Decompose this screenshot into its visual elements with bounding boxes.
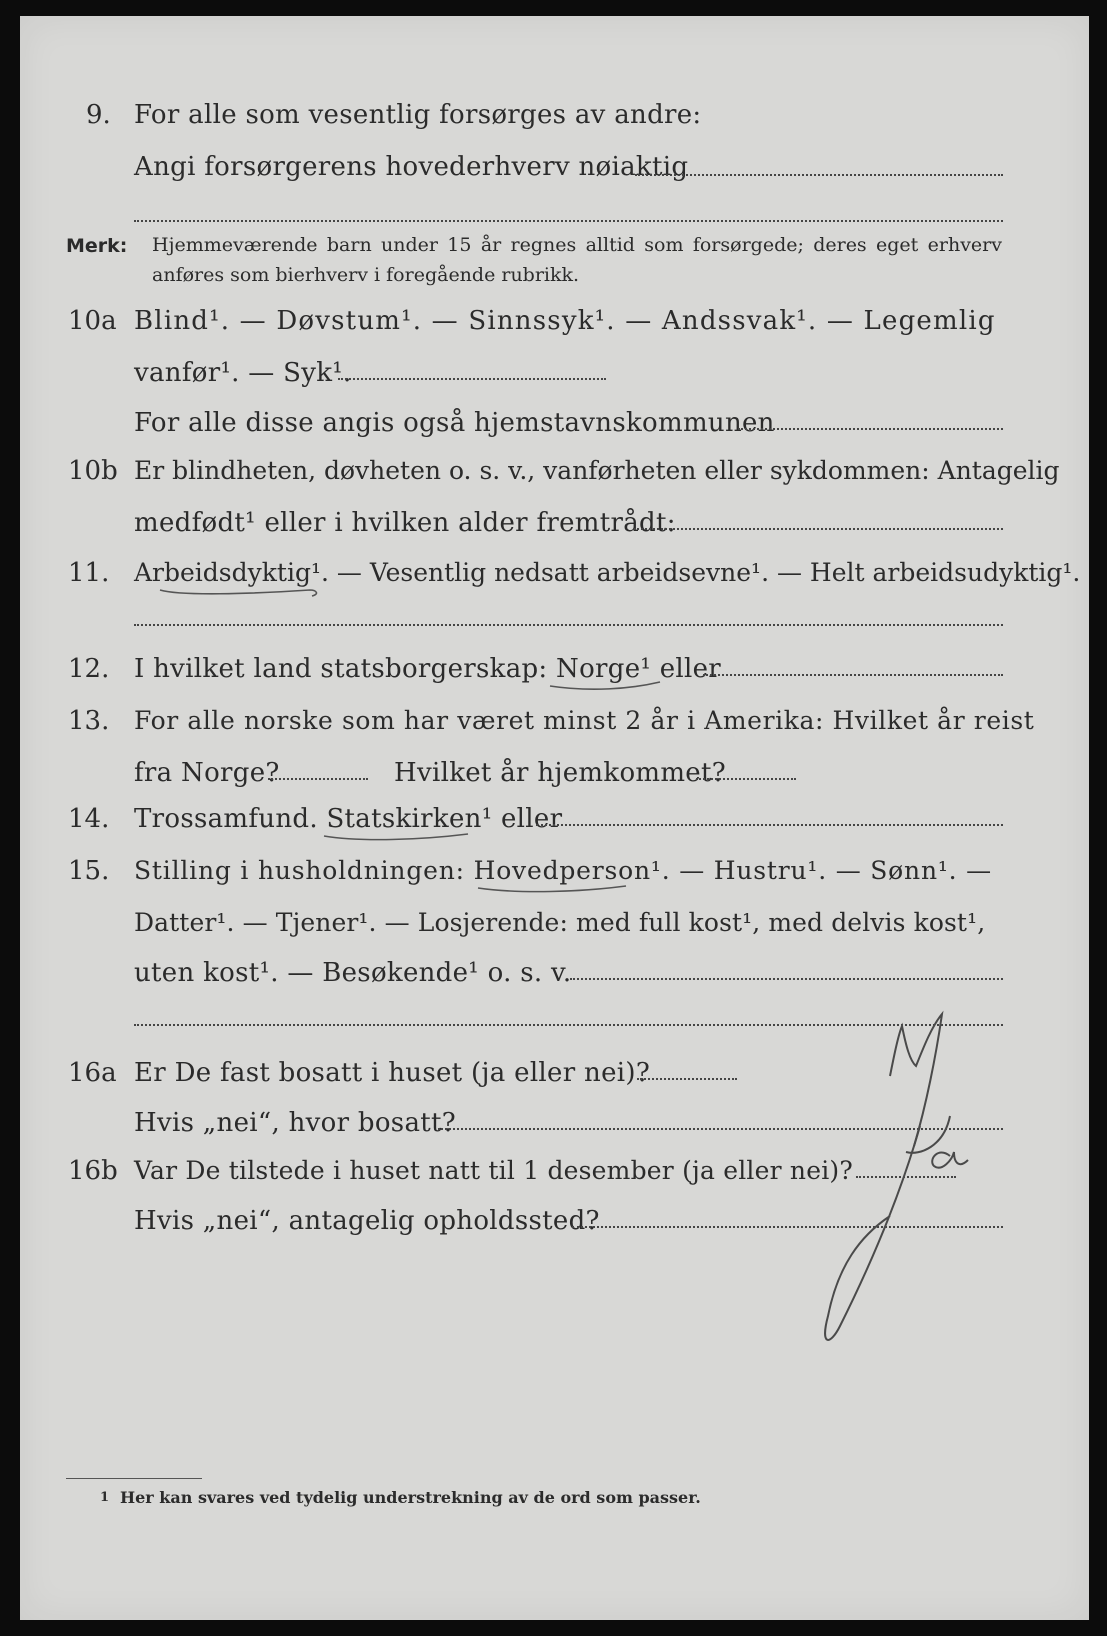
- q9-number: 9.: [86, 100, 111, 130]
- q16a-line1: Er De fast bosatt i huset (ja eller nei)?: [134, 1058, 651, 1088]
- q16a-number: 16a: [68, 1058, 117, 1088]
- q11-line1: Arbeidsdyktig¹. — Vesentlig nedsatt arbeidsevne¹. — Helt arbeidsudyktig¹.: [134, 558, 1081, 587]
- q16a-line2: Hvis „nei“, hvor bosatt?: [134, 1108, 456, 1138]
- underline-statskirken: [324, 834, 468, 840]
- q9-line1: For alle som vesentlig forsørges av andre:: [134, 100, 702, 130]
- q10b-line2: medfødt¹ eller i hvilken alder fremtrådt:: [134, 508, 676, 538]
- q16b-number: 16b: [68, 1156, 118, 1186]
- q12-number: 12.: [68, 654, 110, 684]
- footnote-mark: 1: [100, 1490, 110, 1505]
- q9-answer-line-2: [134, 220, 1003, 222]
- footnote-text: Her kan svares ved tydelig understrekning av de ord som passer.: [120, 1488, 701, 1507]
- handwriting-answer-16a: [890, 1014, 942, 1146]
- q16b-answer-line: [856, 1176, 956, 1178]
- underline-hovedperson: [478, 886, 626, 892]
- q10b-line1: Er blindheten, døvheten o. s. v., vanførheten eller sykdommen: Antagelig: [134, 456, 1060, 485]
- q10b-answer-line: [634, 528, 1003, 530]
- q14-line1: Trossamfund. Statskirken¹ eller: [134, 804, 563, 834]
- q13-line1: For alle norske som har været minst 2 år i Amerika: Hvilket år reist: [134, 706, 1035, 735]
- q15-line2: Datter¹. — Tjener¹. — Losjerende: med full kost¹, med delvis kost¹,: [134, 908, 986, 937]
- q13-line2a: fra Norge?: [134, 758, 280, 788]
- q13-line2b: Hvilket år hjemkommet?: [394, 758, 726, 788]
- q10a-line1: Blind¹. — Døvstum¹. — Sinnssyk¹. — Andssvak¹. — Legemlig: [134, 306, 996, 336]
- q13-returned-answer-line: [696, 778, 796, 780]
- q11-answer-line: [134, 624, 1003, 626]
- q10a-line3: For alle disse angis også hjemstavnskommunen: [134, 408, 775, 438]
- q14-number: 14.: [68, 804, 110, 834]
- q16b-location-answer-line: [572, 1226, 1003, 1228]
- note-text: Hjemmeværende barn under 15 år regnes alltid som forsørgede; deres eget erhverv anføres som bierhverv i foregående rubrikk.: [152, 234, 1002, 286]
- q16a-location-answer-line: [438, 1128, 1003, 1130]
- q10b-number: 10b: [68, 456, 118, 486]
- note-label: Merk:: [66, 235, 128, 257]
- q12-line1: I hvilket land statsborgerskap: Norge¹ eller: [134, 654, 722, 684]
- q10a-line2: vanfør¹. — Syk¹.: [134, 358, 352, 388]
- q15-line3: uten kost¹. — Besøkende¹ o. s. v.: [134, 958, 572, 988]
- q15-answer-line: [570, 978, 1003, 980]
- q14-answer-line: [536, 824, 1003, 826]
- footnote-rule: [66, 1478, 202, 1479]
- q16b-line1: Var De tilstede i huset natt til 1 desember (ja eller nei)?: [134, 1156, 853, 1185]
- q10a-number: 10a: [68, 306, 117, 336]
- census-form-page: [20, 16, 1089, 1620]
- handwriting-answer-16b-a: [932, 1152, 968, 1168]
- q11-number: 11.: [68, 558, 110, 588]
- q12-answer-line: [703, 674, 1003, 676]
- q13-number: 13.: [68, 706, 110, 736]
- q13-departed-answer-line: [268, 778, 368, 780]
- q9-line2: Angi forsørgerens hovederhverv nøiaktig: [134, 152, 689, 182]
- q15-line1: Stilling i husholdningen: Hovedperson¹. — Hustru¹. — Sønn¹. —: [134, 856, 992, 885]
- q15-answer-line-2: [134, 1024, 1003, 1026]
- q9-answer-line: [635, 174, 1003, 176]
- q10a-home-answer-line: [738, 428, 1003, 430]
- q15-number: 15.: [68, 856, 110, 886]
- q16b-line2: Hvis „nei“, antagelig opholdssted?: [134, 1206, 600, 1236]
- underline-arbeidsdyktig: [160, 590, 316, 596]
- q16a-answer-line: [637, 1078, 737, 1080]
- q10a-answer-line: [338, 378, 606, 380]
